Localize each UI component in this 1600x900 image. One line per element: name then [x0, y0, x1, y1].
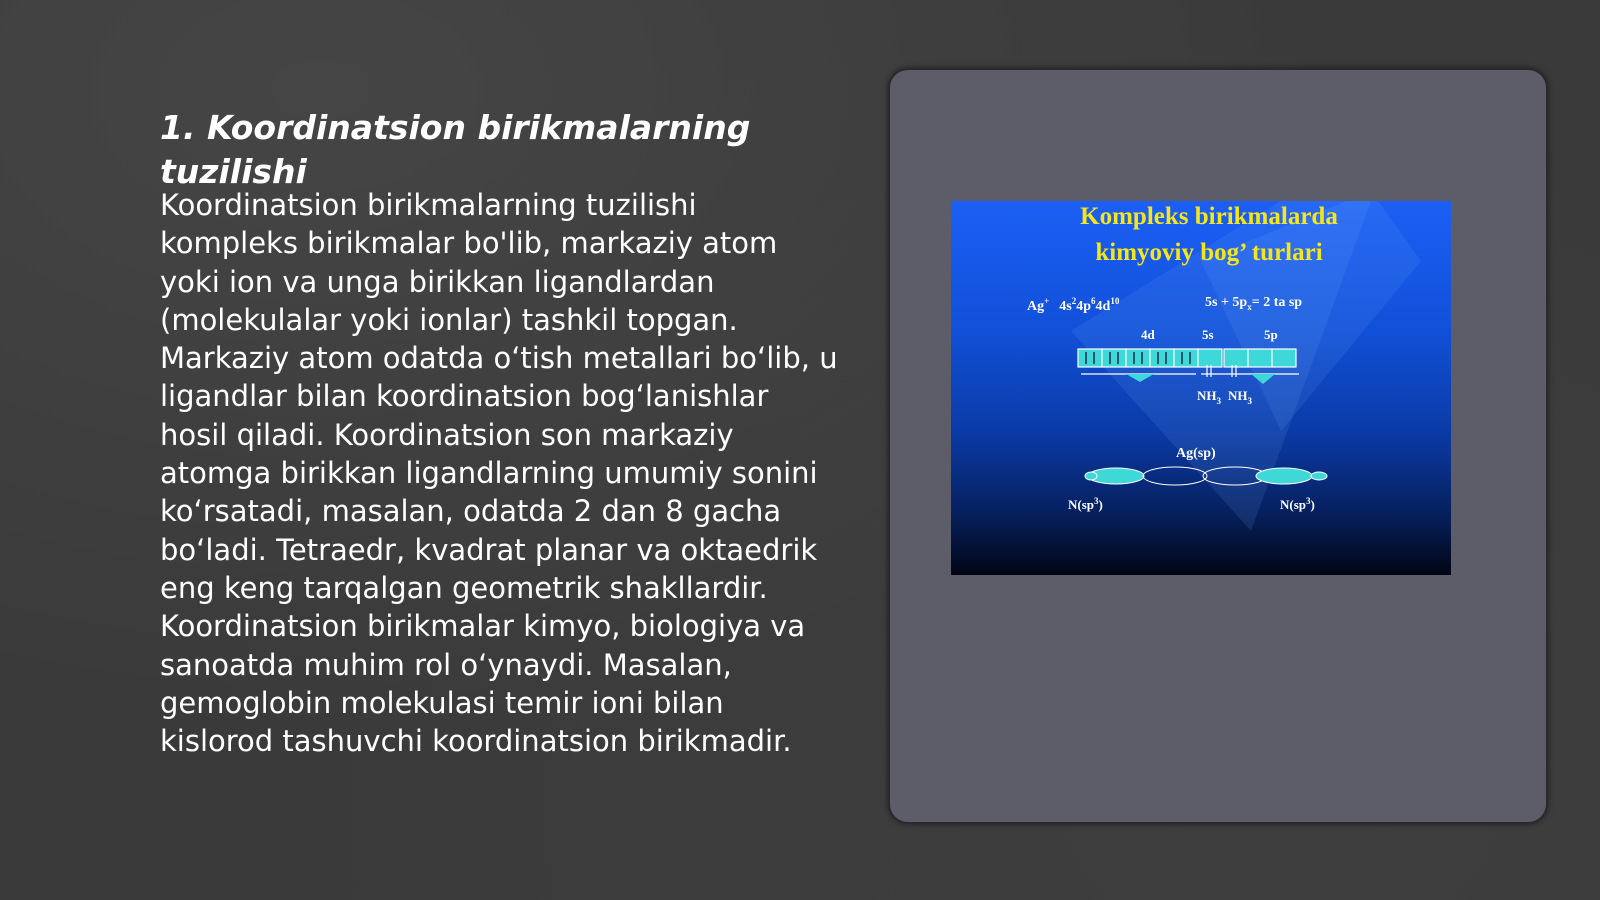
ligand-label-1: $NH_3$	[1197, 388, 1221, 406]
image-frame	[888, 68, 1548, 824]
orbital-box-5p-1	[1224, 349, 1248, 367]
figure-title-line-2: kimyoviy bog’ turlari	[1095, 239, 1323, 266]
right-n-label: $N(sp^3)$	[1280, 496, 1315, 512]
ion-charge: +	[1044, 296, 1050, 306]
figure-title-line-1: Kompleks birikmalarda	[1080, 203, 1338, 230]
orbital-box-4d-3	[1126, 349, 1150, 367]
config-4d-exp: 10	[1110, 296, 1120, 306]
orbital-diagram	[951, 201, 1451, 575]
hybrid-part-2: = 2 ta sp	[1251, 295, 1303, 310]
orbital-box-4d-4	[1150, 349, 1174, 367]
left-n-label: $N(sp^3)$	[1068, 496, 1103, 512]
orbital-box-4d-1	[1078, 349, 1102, 367]
ion-symbol: Ag	[1027, 299, 1045, 314]
config-4s: 4s	[1059, 299, 1072, 314]
orbital-box-4d-5	[1174, 349, 1198, 367]
orbital-box-5p-2	[1248, 349, 1272, 367]
ion-config-label	[1027, 296, 1120, 314]
orbital-box-5p-3	[1272, 349, 1296, 367]
hybridization-label	[1205, 295, 1302, 312]
embedded-slide-image	[951, 201, 1451, 575]
ag-sp-lobe-left	[1143, 467, 1207, 485]
n-sp3-small-lobe-right	[1311, 472, 1327, 480]
n-sp3-lobe-right	[1256, 468, 1312, 484]
hybrid-part-1: 5s + 5p	[1205, 295, 1248, 310]
slide-title: 1. Koordinatsion birikmalarning tuzilishi	[160, 108, 751, 191]
config-4s-exp: 2	[1071, 296, 1077, 306]
n-sp3-small-lobe-left	[1085, 472, 1097, 480]
config-4d: 4d	[1095, 299, 1111, 314]
ligand-label-2: $NH_3$	[1228, 388, 1252, 406]
slide-body-text: Koordinatsion birikmalarning tuzilishi kompleks birikmalar bo'lib, markaziy atom yoki ion va unga birikkan ligandlardan (molekulalar yoki ionlar) tashkil topgan. Markaziy atom odatda o‘tish metallari bo‘lib, u ligandlar bilan koordinatsion bog‘lanishlar hosil qiladi. Koordinatsion son markaziy atomga birikkan ligandlarning umumiy sonini ko‘rsatadi, masalan, odatda 2 dan 8 gacha bo‘ladi. Tetraedr, kvadrat planar va oktaedrik eng keng tarqalgan geometrik shakllardir. Koordinatsion birikmalar kimyo, biologiya va sanoatda muhim rol o‘ynaydi. Masalan, gemoglobin molekulasi temir ioni bilan kislorod tashuvchi koordinatsion birikmadir.	[160, 188, 838, 759]
center-atom-label: Ag(sp)	[1176, 446, 1216, 461]
orbital-label-5s: 5s	[1202, 327, 1214, 342]
config-4p-exp: 6	[1091, 296, 1096, 306]
orbital-box-4d-2	[1102, 349, 1126, 367]
orbital-label-5p: 5p	[1264, 327, 1278, 342]
orbital-label-4d: 4d	[1141, 327, 1155, 342]
hybrid-subscript: x	[1247, 302, 1252, 312]
config-4p: 4p	[1076, 299, 1092, 314]
orbital-box-5s	[1198, 349, 1222, 367]
